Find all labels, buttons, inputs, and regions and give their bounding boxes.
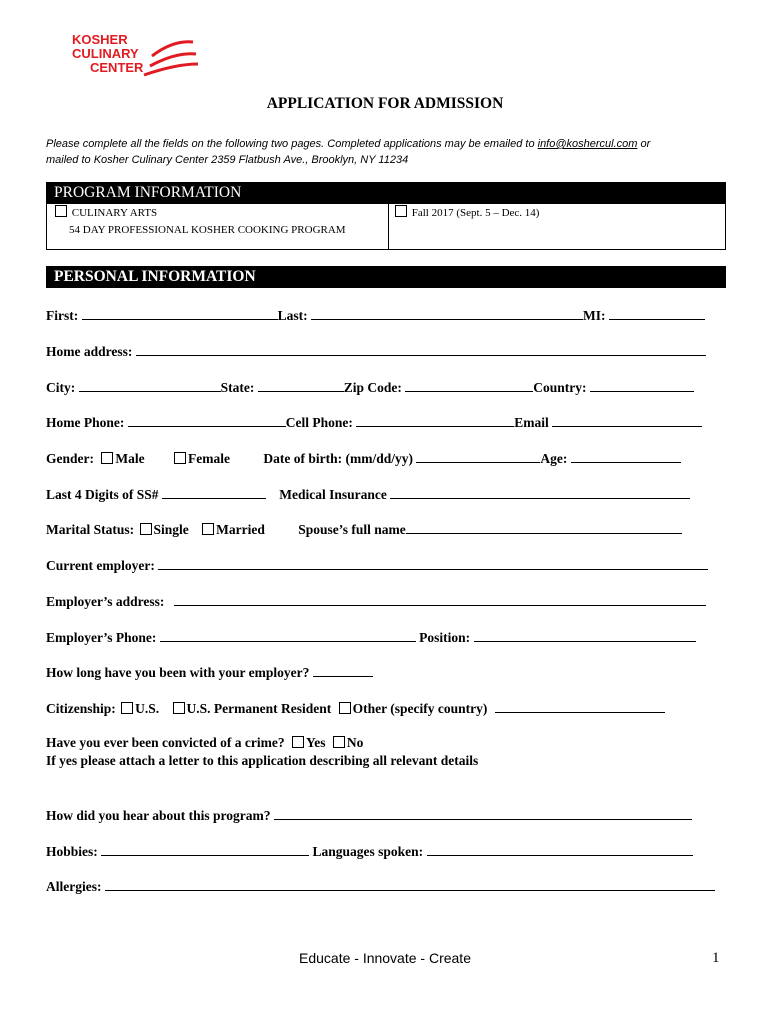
page-number: 1 [712, 950, 720, 966]
svg-text:CULINARY: CULINARY [72, 46, 139, 61]
home-address-field[interactable] [136, 342, 706, 356]
female-checkbox[interactable] [174, 452, 186, 464]
state-field[interactable] [258, 378, 344, 392]
home-address-row: Home address: [46, 342, 706, 360]
email-field[interactable] [552, 413, 702, 427]
fall-2017-checkbox[interactable] [395, 205, 407, 217]
first-name-field[interactable] [82, 306, 278, 320]
hobbies-field[interactable] [101, 842, 309, 856]
email-link[interactable]: info@koshercul.com [537, 138, 638, 150]
us-citizen-checkbox[interactable] [121, 702, 133, 714]
zip-code-field[interactable] [405, 378, 533, 392]
date-of-birth-field[interactable] [416, 449, 540, 463]
intro-text: Please complete all the fields on the following two pages. Completed applications may be emailed to info@koshercul.com or mailed to Kosher Culinary Center 2359 Flatbush Ave., Brooklyn, NY 11234 [46, 138, 651, 166]
married-checkbox[interactable] [202, 523, 214, 535]
referral-row: How did you hear about this program? [46, 806, 692, 824]
other-citizenship-checkbox[interactable] [339, 702, 351, 714]
male-checkbox[interactable] [101, 452, 113, 464]
gender-row: Gender: Male Female Date of birth: (mm/dd/yy) Age: [46, 449, 681, 467]
employer-row: Current employer: [46, 556, 708, 574]
home-phone-field[interactable] [128, 413, 286, 427]
name-row: First: Last: MI: [46, 306, 705, 324]
employment-duration-row: How long have you been with your employer? [46, 663, 373, 681]
employer-phone-row: Employer’s Phone: Position: [46, 628, 696, 646]
citizenship-row: Citizenship: U.S. U.S. Permanent Resident Other (specify country) [46, 699, 665, 717]
allergies-row: Allergies: [46, 877, 715, 895]
medical-insurance-field[interactable] [390, 485, 690, 499]
form-title: APPLICATION FOR ADMISSION [266, 95, 504, 112]
hobbies-languages-row: Hobbies: Languages spoken: [46, 842, 693, 860]
allergies-field[interactable] [105, 877, 715, 891]
languages-field[interactable] [427, 842, 693, 856]
svg-text:KOSHER: KOSHER [72, 32, 128, 47]
kosher-culinary-center-logo [68, 30, 203, 82]
permanent-resident-checkbox[interactable] [173, 702, 185, 714]
marital-row: Marital Status: Single Married Spouse’s full name [46, 520, 682, 538]
employer-phone-field[interactable] [160, 628, 416, 642]
city-field[interactable] [79, 378, 221, 392]
footer-tagline: Educate - Innovate - Create [299, 950, 471, 966]
program-information-header: PROGRAM INFORMATION [46, 182, 726, 204]
age-field[interactable] [571, 449, 681, 463]
phone-row: Home Phone: Cell Phone: Email [46, 413, 702, 431]
middle-initial-field[interactable] [609, 306, 705, 320]
culinary-arts-checkbox[interactable] [55, 205, 67, 217]
other-country-field[interactable] [495, 699, 665, 713]
employer-address-row: Employer’s address: [46, 592, 706, 610]
conviction-yes-checkbox[interactable] [292, 736, 304, 748]
location-row: City: State: Zip Code: Country: [46, 378, 694, 396]
ss-insurance-row: Last 4 Digits of SS# Medical Insurance [46, 485, 690, 503]
ssn-last4-field[interactable] [162, 485, 266, 499]
country-field[interactable] [590, 378, 694, 392]
current-employer-field[interactable] [158, 556, 708, 570]
program-options-box: CULINARY ARTS 54 DAY PROFESSIONAL KOSHER COOKING PROGRAM Fall 2017 (Sept. 5 – Dec. 14) [46, 203, 726, 250]
employment-duration-field[interactable] [313, 663, 373, 677]
spouse-name-field[interactable] [406, 520, 682, 534]
cell-phone-field[interactable] [356, 413, 514, 427]
conviction-note: If yes please attach a letter to this application describing all relevant details [46, 753, 479, 768]
svg-text:CENTER: CENTER [90, 60, 144, 75]
conviction-row: Have you ever been convicted of a crime? Yes No [46, 735, 364, 750]
referral-source-field[interactable] [274, 806, 692, 820]
employer-address-field[interactable] [174, 592, 706, 606]
conviction-no-checkbox[interactable] [333, 736, 345, 748]
last-name-field[interactable] [311, 306, 583, 320]
personal-information-header: PERSONAL INFORMATION [46, 266, 726, 288]
position-field[interactable] [474, 628, 696, 642]
single-checkbox[interactable] [140, 523, 152, 535]
